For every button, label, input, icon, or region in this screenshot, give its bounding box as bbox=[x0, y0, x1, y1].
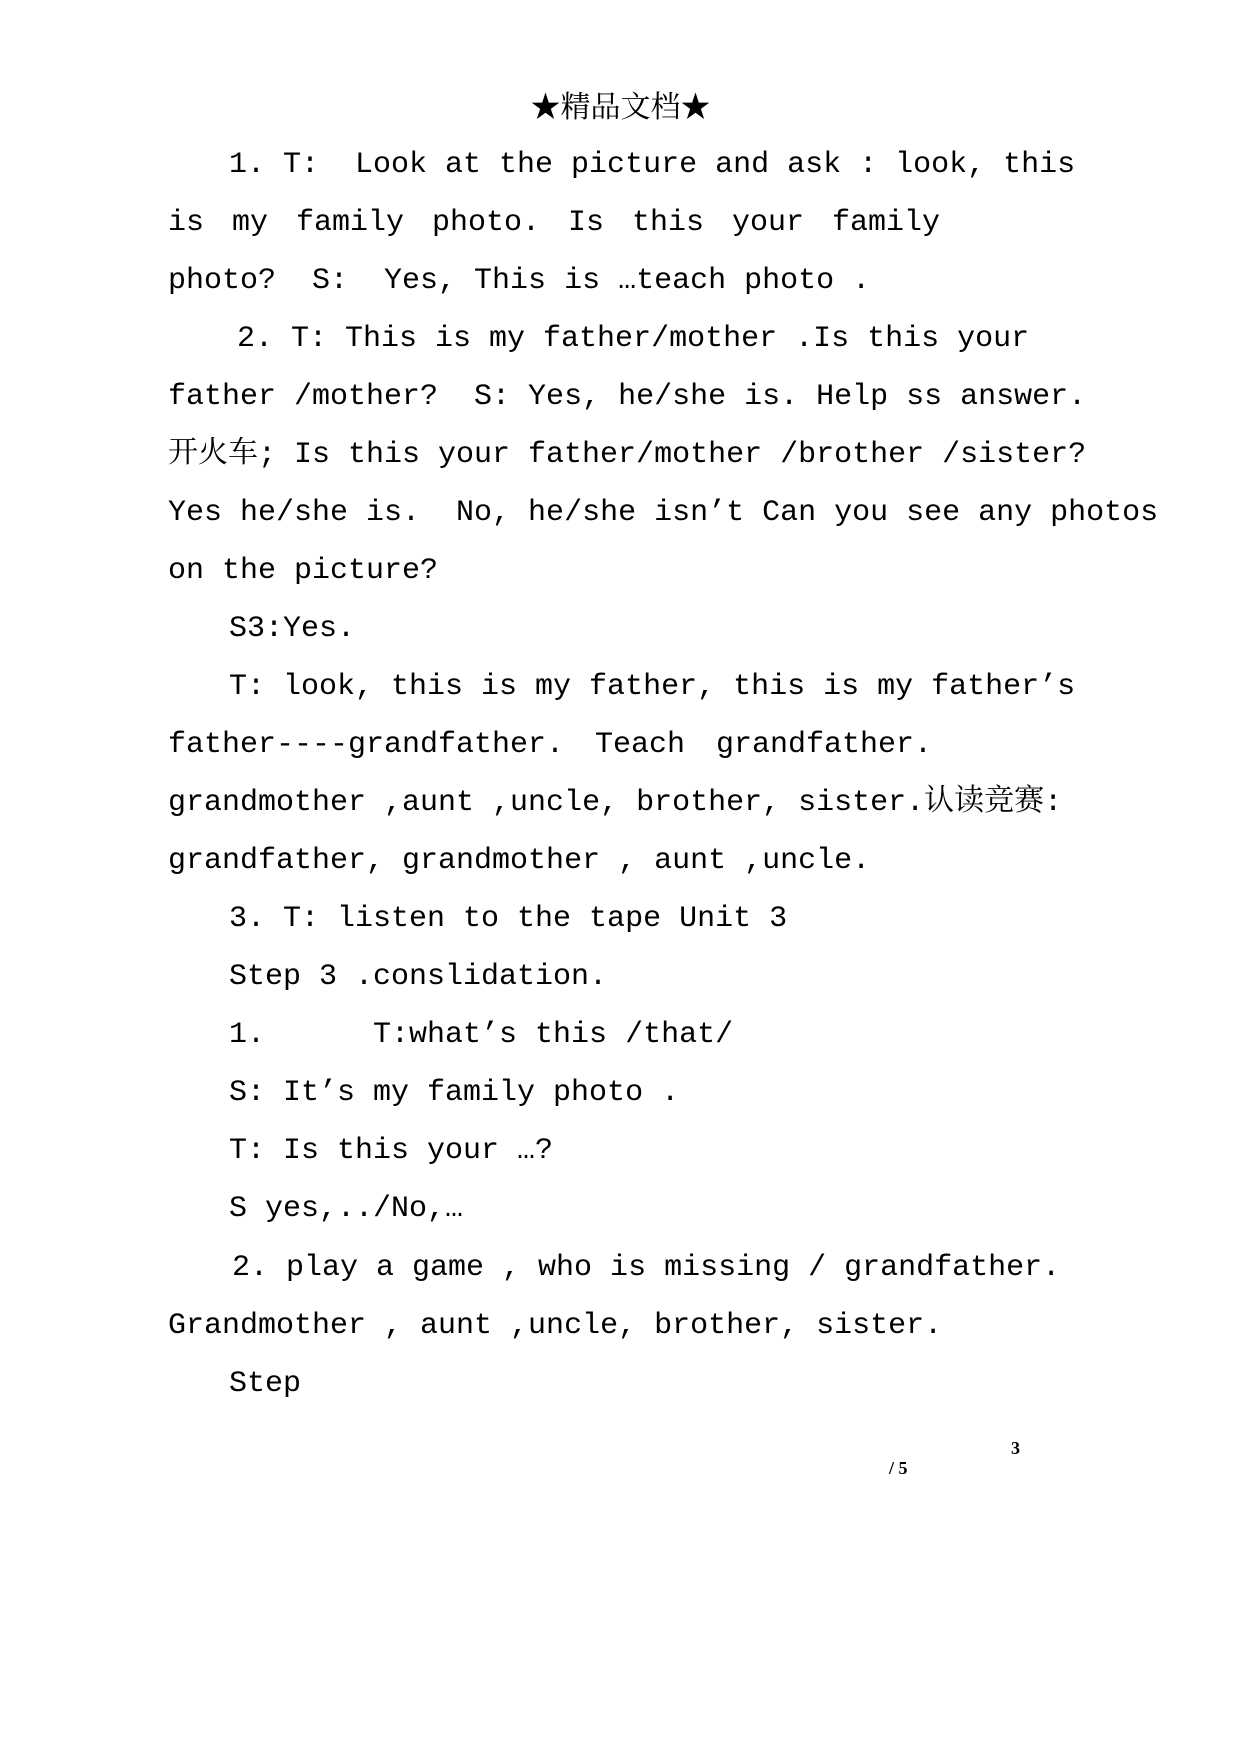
body-line-6: 开火车; Is this your father/mother /brother /sister? bbox=[168, 438, 1087, 472]
body-line-13: grandfather, grandmother , aunt ,uncle. bbox=[168, 844, 871, 878]
body-line-8: on the picture? bbox=[168, 554, 439, 588]
body-line-16: 1. T:what’s this /that/ bbox=[229, 1018, 734, 1052]
body-line-20: 2. play a game , who is missing / grandfather. bbox=[232, 1251, 1061, 1285]
body-line-3: photo? S: Yes, This is …teach photo . bbox=[168, 264, 871, 298]
body-line-7: Yes he/she is. No, he/she isn’t Can you see any photos bbox=[168, 496, 1159, 530]
body-line-21: Grandmother , aunt ,uncle, brother, sister. bbox=[168, 1309, 943, 1343]
page-number: 3 bbox=[1011, 1438, 1020, 1458]
body-line-10: T: look, this is my father, this is my father’s bbox=[229, 670, 1076, 704]
page-total: / 5 bbox=[889, 1458, 908, 1478]
body-line-17: S: It’s my family photo . bbox=[229, 1076, 680, 1110]
body-line-12: grandmother ,aunt ,uncle, brother, sister.认读竞赛: bbox=[168, 786, 1063, 820]
body-line-22: Step bbox=[229, 1367, 302, 1401]
body-line-9: S3:Yes. bbox=[229, 612, 356, 646]
body-line-5: father /mother? S: Yes, he/she is. Help ss answer. bbox=[168, 380, 1087, 414]
body-line-14: 3. T: listen to the tape Unit 3 bbox=[229, 902, 788, 936]
body-line-18: T: Is this your …? bbox=[229, 1134, 554, 1168]
body-line-15: Step 3 .conslidation. bbox=[229, 960, 608, 994]
body-line-1: 1. T: Look at the picture and ask : look, this bbox=[229, 148, 1076, 182]
body-line-11: father----grandfather. Teach grandfather. bbox=[168, 728, 932, 762]
page-header-title: ★精品文档★ bbox=[530, 90, 711, 125]
body-line-19: S yes,../No,… bbox=[229, 1192, 464, 1226]
body-line-4: 2. T: This is my father/mother .Is this your bbox=[237, 322, 1030, 356]
body-line-2: is my family photo. Is this your family bbox=[168, 206, 940, 240]
